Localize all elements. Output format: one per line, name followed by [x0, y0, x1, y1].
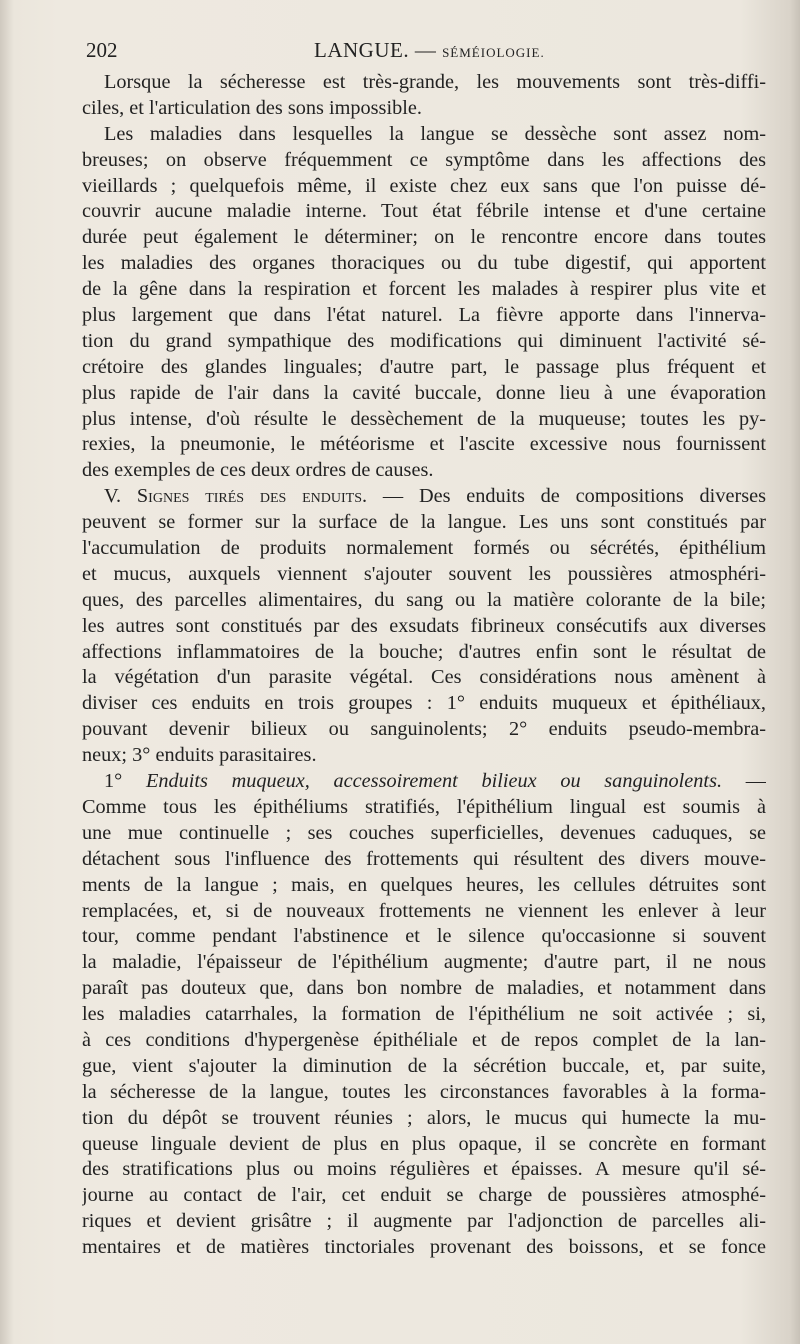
line-text: la végétation d'un parasite végétal. Ces considérations nous amènent à — [82, 666, 766, 689]
line-text: journe au contact de l'air, cet enduit se charge de poussières atmosphé- — [82, 1184, 766, 1207]
page-header — [86, 38, 766, 68]
text-line — [82, 743, 766, 769]
text-line — [82, 1209, 766, 1235]
text-line — [82, 355, 766, 381]
line-text: — Des enduits de compositions diverses — [367, 485, 766, 508]
line-text: queuse linguale devient de plus en plus opaque, il se concrète en formant — [82, 1132, 766, 1155]
text-line — [82, 976, 766, 1002]
text-line — [82, 277, 766, 303]
text-line — [82, 769, 766, 795]
text-line — [82, 717, 766, 743]
text-line — [82, 1106, 766, 1132]
line-text: riques et devient grisâtre ; il augmente par l'adjonction de parcelles ali- — [82, 1210, 766, 1233]
line-text: plus intense, d'où résulte le dessèchement de la muqueuse; toutes les py- — [82, 407, 766, 430]
line-text: — — [722, 770, 766, 793]
text-line — [82, 1002, 766, 1028]
line-text: Comme tous les épithéliums stratifiés, l'épithélium lingual est soumis à — [82, 795, 766, 818]
line-text: couvrir aucune maladie interne. Tout état fébrile intense et d'une certaine — [82, 200, 766, 223]
line-text: tion du grand sympathique des modifications qui diminuent l'activité sé- — [82, 329, 766, 352]
text-line — [82, 614, 766, 640]
text-line — [82, 1157, 766, 1183]
line-text: crétoire des glandes linguales; d'autre part, le passage plus fréquent et — [82, 355, 766, 378]
text-line — [82, 70, 766, 96]
text-line — [82, 821, 766, 847]
line-text: gue, vient s'ajouter la diminution de la sécrétion buccale, et, par suite, — [82, 1054, 766, 1077]
line-text: breuses; on observe fréquemment ce symptôme dans les affections des — [82, 148, 766, 171]
line-text: de la gêne dans la respiration et forcent les malades à respirer plus vite et — [82, 278, 766, 301]
text-line — [82, 950, 766, 976]
text-line — [82, 199, 766, 225]
text-line — [82, 1028, 766, 1054]
text-line — [82, 562, 766, 588]
text-line — [82, 407, 766, 433]
text-line — [82, 432, 766, 458]
text-line — [82, 588, 766, 614]
text-line — [82, 96, 766, 122]
text-line — [82, 1132, 766, 1158]
line-prefix: V. — [104, 485, 137, 508]
text-line — [82, 1080, 766, 1106]
line-text: des stratifications plus ou moins régulières et épaisses. A mesure qu'il sé- — [82, 1158, 766, 1181]
text-line — [82, 484, 766, 510]
line-text: la sécheresse de la langue, toutes les circonstances favorables à la forma- — [82, 1080, 766, 1103]
line-text: ques, des parcelles alimentaires, du sang ou la matière colorante de la bile; — [82, 588, 766, 611]
line-text: une mue continuelle ; ses couches superficielles, devenues caduques, se — [82, 821, 766, 844]
text-line — [82, 329, 766, 355]
running-title-main: LANGUE. — [314, 38, 410, 62]
line-text: l'accumulation de produits normalement formés ou sécrétés, épithélium — [82, 537, 766, 560]
line-text: à ces conditions d'hypergenèse épithéliale et de repos complet de la lan- — [82, 1028, 766, 1051]
line-text: diviser ces enduits en trois groupes : 1° enduits muqueux et épithéliaux, — [82, 692, 766, 715]
text-line — [82, 873, 766, 899]
text-line — [82, 847, 766, 873]
text-line — [82, 225, 766, 251]
line-text: tion du dépôt se trouvent réunies ; alors, le mucus qui humecte la mu- — [82, 1106, 766, 1129]
line-text: mentaires et de matières tinctoriales provenant des boissons, et se fonce — [82, 1236, 766, 1259]
text-line — [82, 899, 766, 925]
line-text: neux; 3° enduits parasitaires. — [82, 744, 317, 767]
text-line — [82, 148, 766, 174]
line-text: rexies, la pneumonie, le météorisme et l'ascite excessive nous fournissent — [82, 433, 766, 456]
text-line — [82, 1054, 766, 1080]
text-line — [82, 510, 766, 536]
subsection-heading: Enduits muqueux, accessoirement bilieux ou sanguinolents. — [145, 770, 723, 793]
line-text: détachent sous l'influence des frottements qui résultent des divers mouve- — [82, 847, 766, 870]
text-line — [82, 1183, 766, 1209]
line-text: les autres sont constitués par des exsudats fibrineux consécutifs aux diverses — [82, 614, 766, 637]
line-text: Lorsque la sécheresse est très-grande, les mouvements sont très-diffi- — [104, 71, 766, 93]
line-text: ciles, et l'articulation des sons impossible. — [82, 96, 422, 119]
line-text: peuvent se former sur la surface de la langue. Les uns sont constitués par — [82, 511, 766, 534]
text-line — [82, 381, 766, 407]
line-text: plus rapide de l'air dans la cavité buccale, donne lieu à une évaporation — [82, 381, 766, 404]
text-line — [82, 924, 766, 950]
text-line — [82, 251, 766, 277]
line-text: remplacées, et, si de nouveaux frottements ne viennent les enlever à leur — [82, 899, 766, 922]
body-text — [82, 70, 766, 1261]
text-line — [82, 303, 766, 329]
section-heading: Signes tirés des enduits. — [136, 485, 368, 508]
line-text: pouvant devenir bilieux ou sanguinolents; 2° enduits pseudo-membra- — [82, 718, 766, 741]
text-line — [82, 536, 766, 562]
line-text: la maladie, l'épaisseur de l'épithélium augmente; d'autre part, il ne nous — [82, 951, 766, 974]
running-title-separator: — — [414, 38, 437, 62]
line-text: tour, comme pendant l'abstinence et le silence qu'occasionne si souvent — [82, 925, 766, 948]
line-text: affections inflammatoires de la bouche; d'autres enfin sont le résultat de — [82, 640, 766, 663]
line-text: plus largement que dans l'état naturel. La fièvre apporte dans l'innerva- — [82, 304, 766, 327]
line-text: les maladies des organes thoraciques ou du tube digestif, qui apportent — [82, 252, 766, 275]
text-line — [82, 1235, 766, 1261]
line-text: les maladies catarrhales, la formation de l'épithélium ne soit activée ; si, — [82, 1003, 766, 1026]
line-text: des exemples de ces deux ordres de causes. — [82, 459, 434, 482]
text-line — [82, 691, 766, 717]
page-number: 202 — [86, 38, 118, 62]
line-text: ments de la langue ; mais, en quelques heures, les cellules détruites sont — [82, 873, 766, 896]
text-line — [82, 665, 766, 691]
line-text: et mucus, auxquels viennent s'ajouter souvent les poussières atmosphéri- — [82, 562, 766, 585]
text-line — [82, 122, 766, 148]
text-line — [82, 174, 766, 200]
running-title — [314, 38, 545, 63]
running-title-sub: SÉMÉIOLOGIE. — [442, 45, 545, 60]
line-text: vieillards ; quelquefois même, il existe chez eux sans que l'on puisse dé- — [82, 174, 766, 197]
text-line — [82, 640, 766, 666]
line-text: paraît pas douteux que, dans bon nombre de maladies, et notamment dans — [82, 977, 766, 1000]
line-text: durée peut également le déterminer; on le rencontre encore dans toutes — [82, 226, 766, 249]
text-line — [82, 795, 766, 821]
line-prefix: 1° — [104, 770, 146, 793]
line-text: Les maladies dans lesquelles la langue se dessèche sont assez nom- — [104, 122, 766, 145]
text-line — [82, 458, 766, 484]
